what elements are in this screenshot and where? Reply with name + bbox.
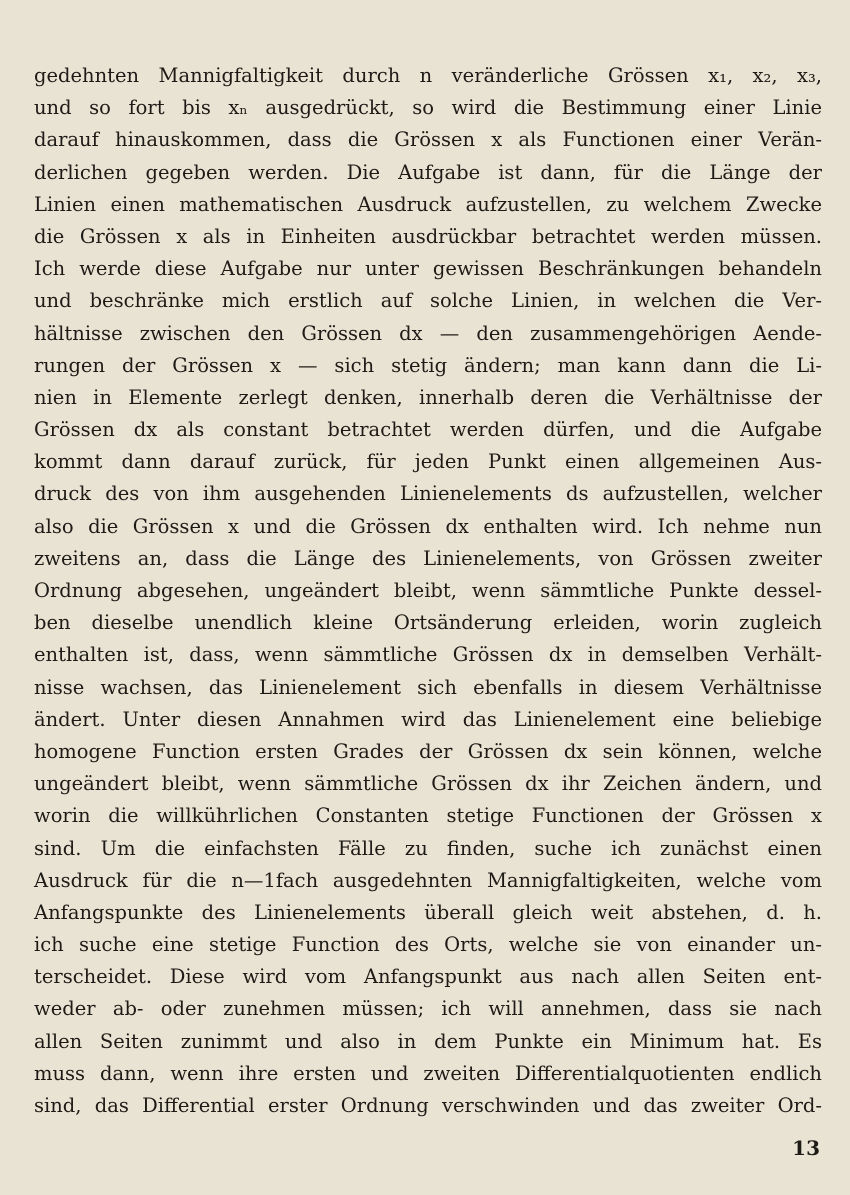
text-line: homogene Function ersten Grades der Grössen dx sein können, welche: [34, 739, 822, 763]
text-line: die Grössen x als in Einheiten ausdrückbar betrachtet werden müssen.: [34, 224, 822, 248]
text-line: Grössen dx als constant betrachtet werden dürfen, und die Aufgabe: [34, 418, 822, 442]
text-line: sind, das Differential erster Ordnung verschwinden und das zweiter Ord-: [34, 1094, 822, 1117]
text-line: sind. Um die einfachsten Fälle zu finden, suche ich zunächst einen: [34, 836, 822, 860]
text-line: nisse wachsen, das Linienelement sich ebenfalls in diesem Verhältnisse: [34, 675, 822, 699]
text-line: ungeändert bleibt, wenn sämmtliche Grössen dx ihr Zeichen ändern, und: [34, 772, 822, 796]
text-line: nien in Elemente zerlegt denken, innerhalb deren die Verhältnisse der: [34, 385, 822, 409]
text-line: hältnisse zwischen den Grössen dx — den zusammengehörigen Aende-: [34, 321, 822, 345]
text-line: gedehnten Mannigfaltigkeit durch n veränderliche Grössen x₁, x₂, x₃,: [34, 64, 822, 87]
text-line: weder ab- oder zunehmen müssen; ich will annehmen, dass sie nach: [34, 997, 822, 1021]
text-line: Ich werde diese Aufgabe nur unter gewissen Beschränkungen behandeln: [34, 257, 822, 281]
page-number: 13: [792, 1136, 820, 1160]
text-line: muss dann, wenn ihre ersten und zweiten Differentialquotienten endlich: [34, 1061, 822, 1085]
text-line: druck des von ihm ausgehenden Linienelements ds aufzustellen, welcher: [34, 482, 822, 506]
text-line: und beschränke mich erstlich auf solche Linien, in welchen die Ver-: [34, 289, 822, 313]
text-line: ben dieselbe unendlich kleine Ortsänderung erleiden, worin zugleich: [34, 611, 822, 635]
text-line: Linien einen mathematischen Ausdruck aufzustellen, zu welchem Zwecke: [34, 192, 822, 216]
text-line: allen Seiten zunimmt und also in dem Punkte ein Minimum hat. Es: [34, 1029, 822, 1053]
text-line: worin die willkührlichen Constanten stetige Functionen der Grössen x: [34, 804, 822, 828]
text-line: terscheidet. Diese wird vom Anfangspunkt aus nach allen Seiten ent-: [34, 965, 822, 989]
text-line: und so fort bis xₙ ausgedrückt, so wird die Bestimmung einer Linie: [34, 96, 822, 120]
text-line: zweitens an, dass die Länge des Linienelements, von Grössen zweiter: [34, 546, 822, 570]
text-line: ich suche eine stetige Function des Orts, welche sie von einander un-: [34, 933, 822, 957]
text-line: rungen der Grössen x — sich stetig ändern; man kann dann die Li-: [34, 353, 822, 377]
text-line: Ordnung abgesehen, ungeändert bleibt, wenn sämmtliche Punkte dessel-: [34, 579, 822, 602]
text-line: darauf hinauskommen, dass die Grössen x als Functionen einer Verän-: [34, 128, 822, 152]
text-line: ändert. Unter diesen Annahmen wird das Linienelement eine beliebige: [34, 707, 822, 731]
text-line: kommt dann darauf zurück, für jeden Punkt einen allgemeinen Aus-: [34, 450, 822, 474]
text-line: derlichen gegeben werden. Die Aufgabe ist dann, für die Länge der: [34, 160, 822, 184]
text-line: also die Grössen x und die Grössen dx enthalten wird. Ich nehme nun: [34, 514, 822, 538]
text-line: enthalten ist, dass, wenn sämmtliche Grössen dx in demselben Verhält-: [34, 643, 822, 667]
body-text: [34, 60, 822, 1122]
text-line: Ausdruck für die n—1fach ausgedehnten Mannigfaltigkeiten, welche vom: [34, 868, 822, 892]
text-line: Anfangspunkte des Linienelements überall gleich weit abstehen, d. h.: [34, 900, 822, 924]
